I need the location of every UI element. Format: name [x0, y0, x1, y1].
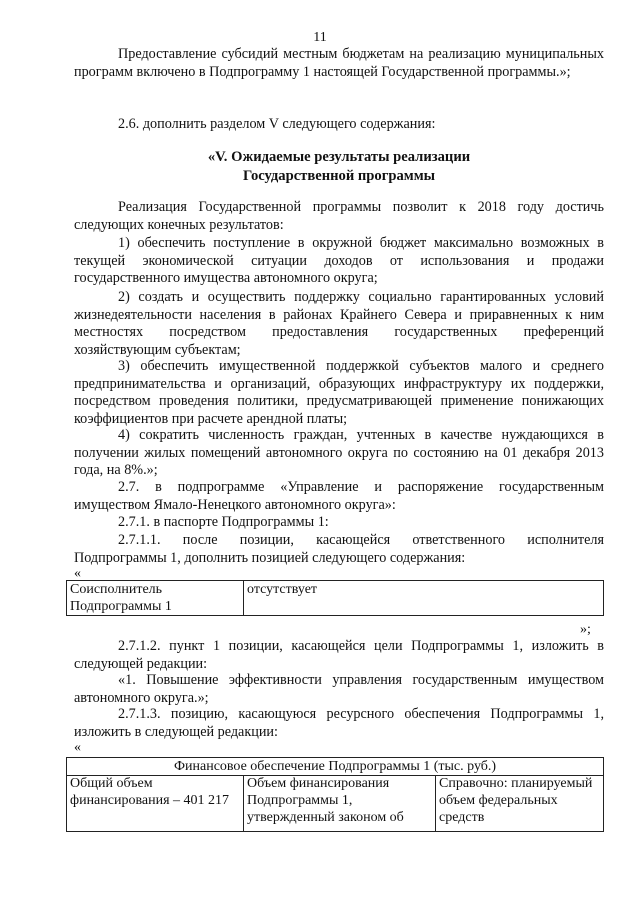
financing-table — [66, 775, 604, 832]
heading-line-2: Государственной программы — [242, 168, 436, 184]
result-item-4: 4) сократить численность граждан, учтенных в качестве нуждающихся в получении жилых помещений автономного округа по состоянию на 01 декабря 2013 года, на 8%.»; — [74, 427, 604, 479]
quote-open-2: « — [74, 740, 81, 755]
paragraph-2-7-1-1: 2.7.1.1. после позиции, касающейся ответственного исполнителя Подпрограммы 1, дополнить позицией следующего содержания: — [74, 532, 604, 566]
paragraph-2-7-1-2: 2.7.1.2. пункт 1 позиции, касающейся цели Подпрограммы 1, изложить в следующей редакции: — [74, 638, 604, 672]
coexecutor-value: отсутствует — [244, 581, 604, 616]
page-number: 11 — [313, 30, 327, 45]
quote-close-1: »; — [580, 622, 591, 637]
paragraph-2-7-1: 2.7.1. в паспорте Подпрограммы 1: — [118, 514, 329, 530]
financing-header: Финансовое обеспечение Подпрограммы 1 (тыс. руб.) — [67, 758, 604, 776]
result-item-3: 3) обеспечить имущественной поддержкой субъектов малого и среднего предпринимательства и организаций, образующих инфраструктуру их поддержки, посредством проведения политики, предусматривающей применение понижающих коэффициентов при расчете арендной платы; — [74, 358, 604, 427]
section-heading — [74, 148, 604, 186]
coexecutor-table — [66, 580, 604, 616]
result-item-2: 2) создать и осуществить поддержку социально гарантированных условий жизнедеятельности населения в районах Крайнего Севера и приравненных к ним местностях посредством предоставления государственных преференций хозяйствующим субъектам; — [74, 289, 604, 358]
paragraph-subsidies: Предоставление субсидий местным бюджетам на реализацию муниципальных программ включено в Подпрограмму 1 настоящей Государственной программы.»; — [74, 46, 604, 80]
paragraph-results-intro: Реализация Государственной программы позволит к 2018 году достичь следующих конечных результатов: — [74, 199, 604, 233]
heading-line-1: «V. Ожидаемые результаты реализации — [207, 149, 471, 165]
quote-open-1: « — [74, 566, 81, 581]
financing-approved: Объем финансирования Подпрограммы 1, утвержденный законом об — [244, 775, 436, 832]
financing-total: Общий объем финансирования – 401 217 — [67, 775, 244, 832]
result-item-1: 1) обеспечить поступление в окружной бюджет максимально возможных в текущей экономической ситуации доходов от использования и продажи государственного имущества автономного округа; — [74, 235, 604, 287]
paragraph-2-7: 2.7. в подпрограмме «Управление и распоряжение государственным имуществом Ямало-Ненецкого автономного округа»: — [74, 479, 604, 513]
paragraph-2-6: 2.6. дополнить разделом V следующего содержания: — [118, 116, 436, 132]
paragraph-2-7-1-3: 2.7.1.3. позицию, касающуюся ресурсного обеспечения Подпрограммы 1, изложить в следующей редакции: — [74, 706, 604, 740]
coexecutor-label: Соисполнитель Подпрограммы 1 — [67, 581, 244, 616]
financing-table-header — [66, 757, 604, 776]
goal-text: «1. Повышение эффективности управления государственным имуществом автономного округа.»; — [74, 672, 604, 706]
financing-federal: Справочно: планируемый объем федеральных средств — [436, 775, 604, 832]
